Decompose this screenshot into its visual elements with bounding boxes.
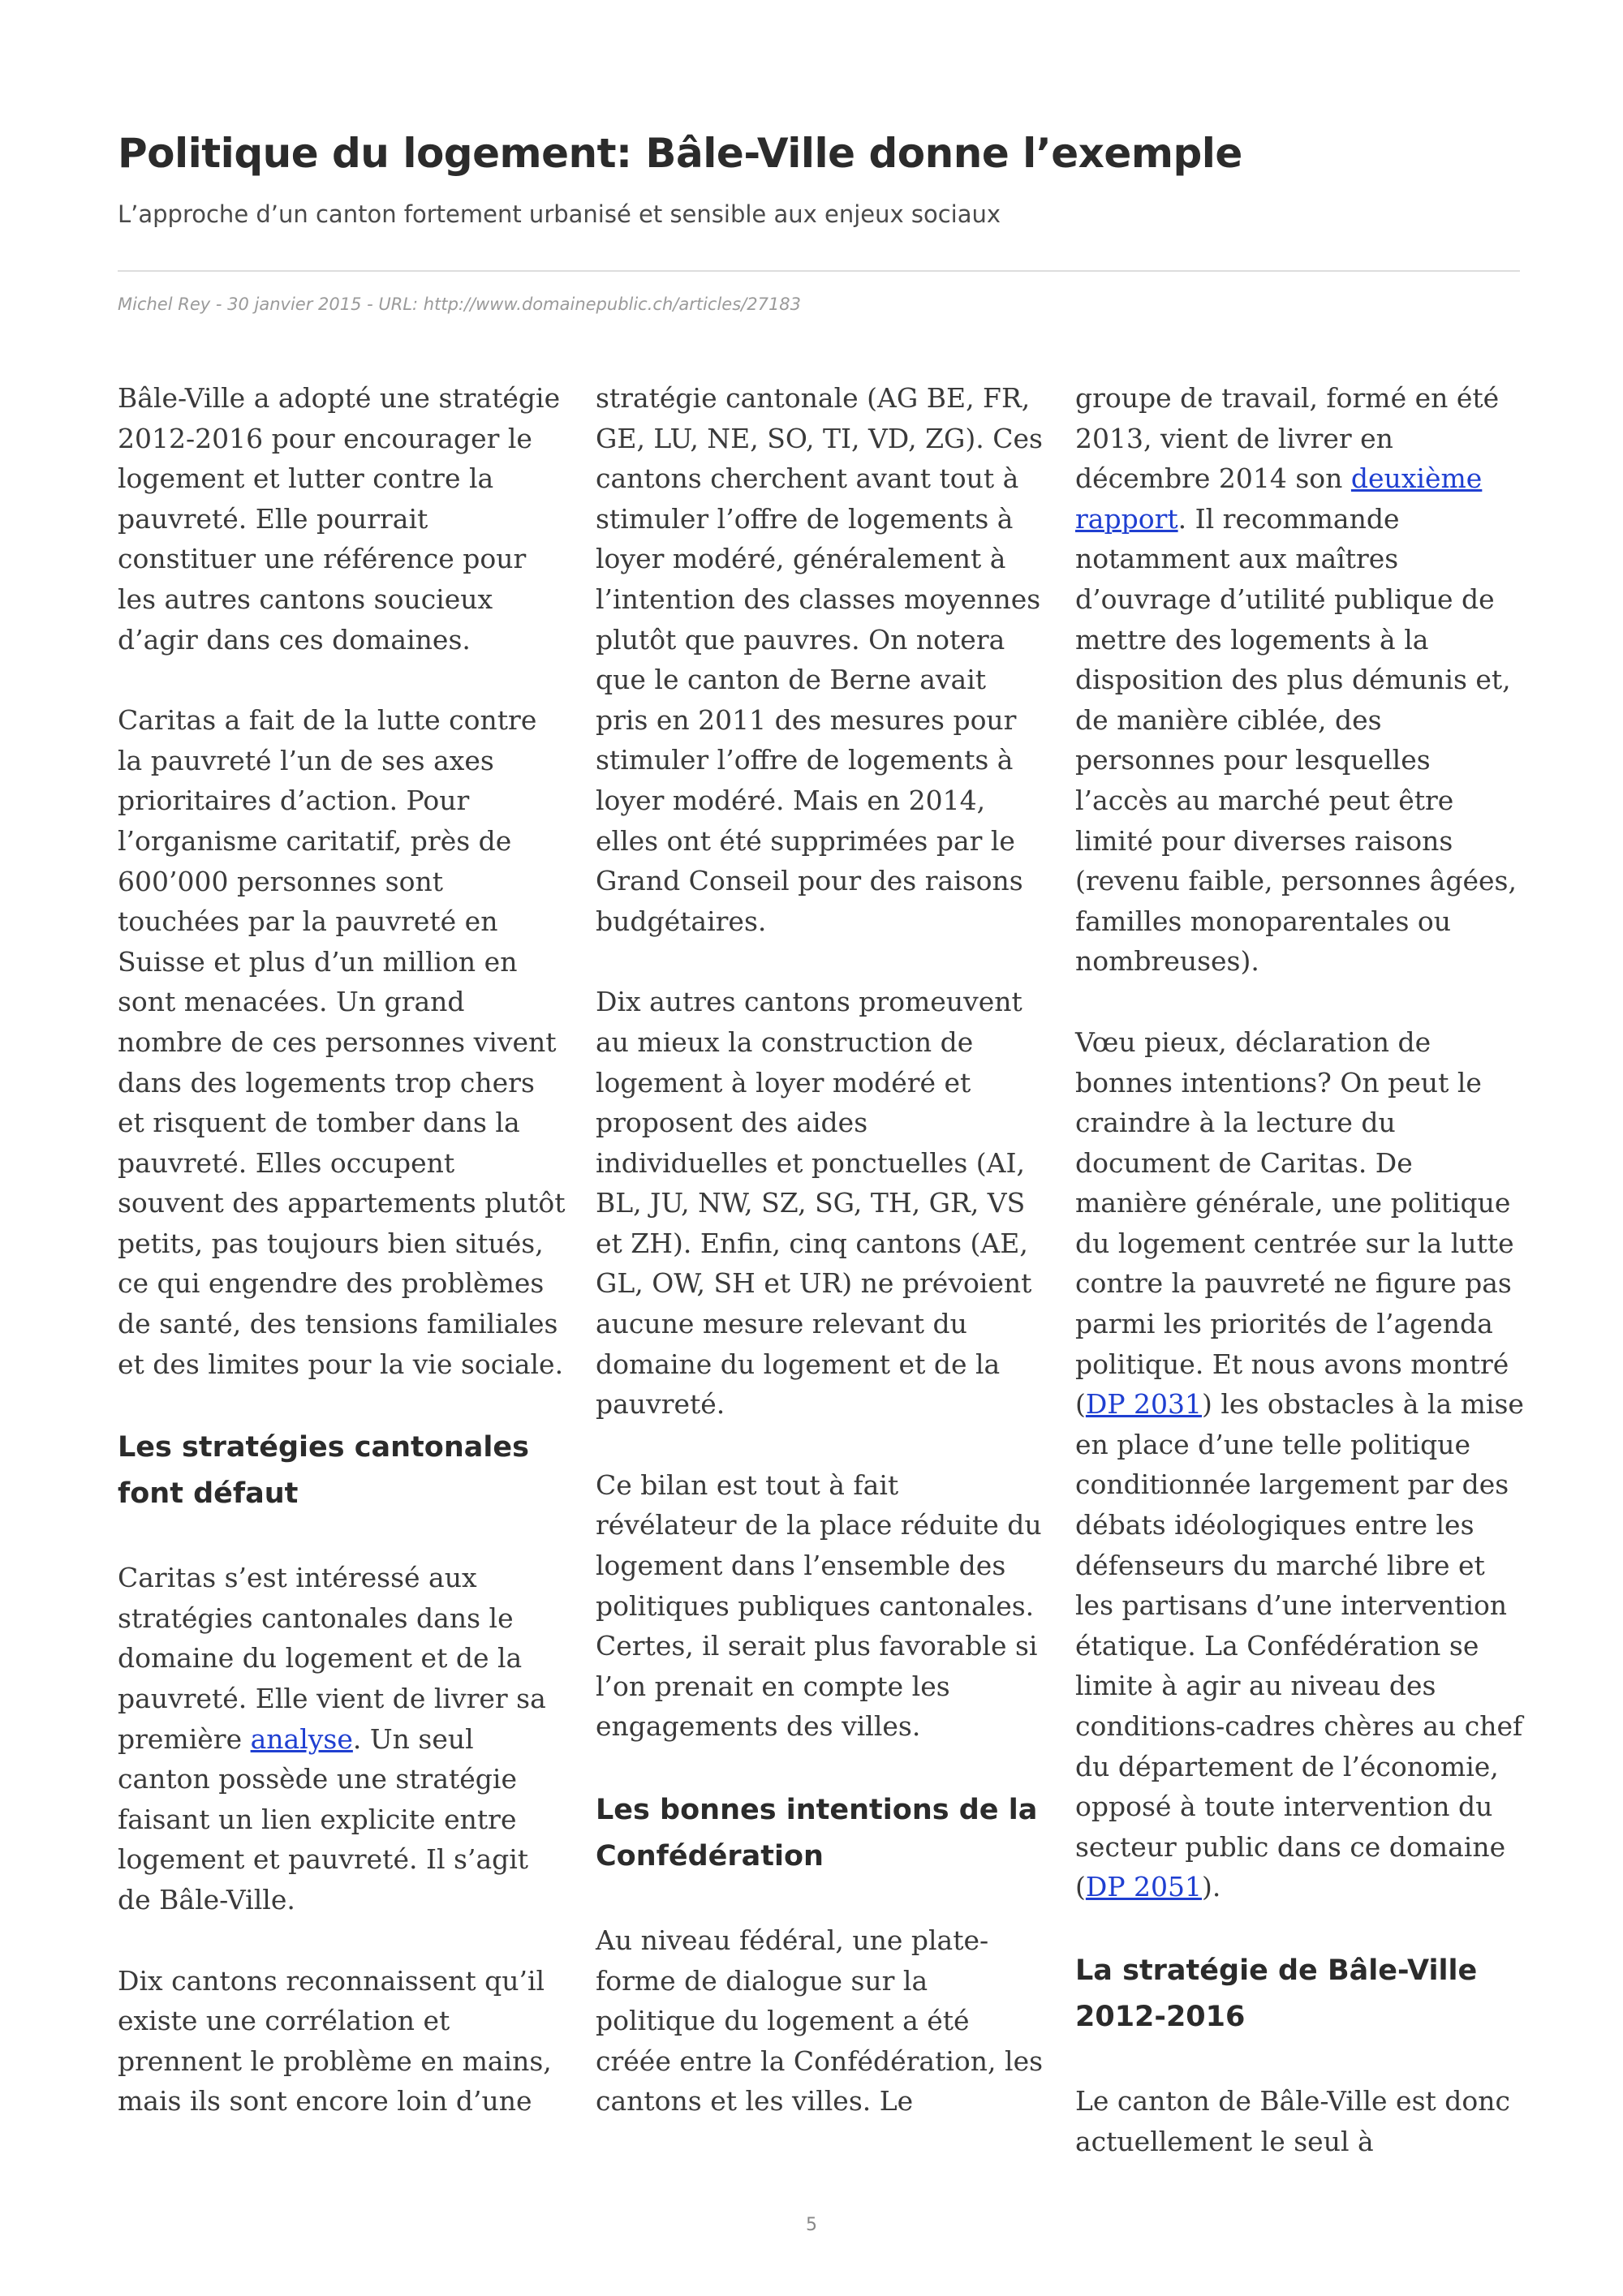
text-segment: . Il recommande notamment aux maîtres d’ouvrage d’utilité publique de mettre des logements à la disposition des plus démunis et, de manière ciblée, des personnes pour lesquelles l’accès au marché peut être limité pour diverses raisons (revenu faible, personnes âgées, familles monoparentales ou nombreuses). [1075,502,1517,978]
text-segment: Caritas s’est intéressé aux stratégies cantonales dans le domaine du logement et de la pauvreté. Elle vient de livrer sa première [118,1562,546,1755]
section-heading: Les stratégies cantonales font défaut [118,1431,529,1511]
paragraph [1075,378,1526,982]
paragraph [118,1558,568,1920]
column-2 [596,378,1046,2162]
dp-2031-link[interactable]: DP 2031 [1085,1388,1203,1421]
article-title: Politique du logement: Bâle-Ville donne l’exemple [118,130,1242,177]
section-heading: La stratégie de Bâle-Ville 2012-2016 [1075,1954,1478,2033]
section-heading: Les bonnes intentions de la Confédération [596,1794,1038,1872]
paragraph [1075,1022,1526,1907]
text-segment: ) les obstacles à la mise en place d’une telle politique conditionnée largement par des débats idéologiques entre les défenseurs du marché libre et les partisans d’une intervention étatique. La Confédération se limite à agir au niveau des conditions-cadres chères au chef du département de l’économie, opposé à toute intervention du secteur public dans ce domaine ( [1075,1388,1524,1903]
paragraph: stratégie cantonale (AG BE, FR, GE, LU, NE, SO, TI, VD, ZG). Ces cantons cherchent avant tout à stimuler l’offre de logements à loyer modéré, généralement à l’intention des classes moyennes plutôt que pauvres. On notera que le canton de Berne avait pris en 2011 des mesures pour stimuler l’offre de logements à loyer modéré. Mais en 2014, elles ont été supprimées par le Grand Conseil pour des raisons budgétaires. [596,382,1043,937]
paragraph: Caritas a fait de la lutte contre la pauvreté l’un de ses axes prioritaires d’action. Pour l’organisme caritatif, près de 600’000 personnes sont touchées par la pauvreté en Suisse et plus d’un million en sont menacées. Un grand nombre de ces personnes vivent dans des logements trop chers et risquent de tomber dans la pauvreté. Elles occupent souvent des appartements plutôt petits, pas toujours bien situés, ce qui engendre des problèmes de santé, des tensions familiales et des limites pour la vie sociale. [118,704,566,1380]
deuxieme-rapport-link[interactable]: deuxième rapport [1075,462,1483,535]
article-subtitle: L’approche d’un canton fortement urbanisé et sensible aux enjeux sociaux [118,200,1001,228]
page-number: 5 [806,2215,817,2235]
column-1 [118,378,568,2162]
paragraph: Dix cantons reconnaissent qu’il existe une corrélation et prennent le problème en mains, mais ils sont encore loin d’une [118,1964,552,2118]
paragraph: Ce bilan est tout à fait révélateur de la place réduite du logement dans l’ensemble des politiques publiques cantonales. Certes, il serait plus favorable si l’on prenait en compte les engagements des villes. [596,1468,1042,1743]
text-segment: groupe de travail, formé en été 2013, vient de livrer en décembre 2014 son [1075,382,1500,495]
article-meta: Michel Rey - 30 janvier 2015 - URL: http://www.domainepublic.ch/articles/27183 [118,295,802,314]
column-3 [1075,378,1526,2202]
dp-2051-link[interactable]: DP 2051 [1085,1871,1203,1903]
paragraph: Le canton de Bâle-Ville est donc actuellement le seul à [1075,2084,1510,2157]
text-segment: Vœu pieux, déclaration de bonnes intentions? On peut le craindre à la lecture du document de Caritas. De manière générale, une politique du logement centrée sur la lutte contre la pauvreté ne figure pas parmi les priorités de l’agenda politique. Et nous avons montré ( [1075,1025,1514,1421]
analyse-link[interactable]: analyse [250,1722,353,1755]
text-segment: ). [1202,1871,1221,1903]
paragraph: Dix autres cantons promeuvent au mieux la construction de logement à loyer modéré et proposent des aides individuelles et ponctuelles (AI, BL, JU, NW, SZ, SG, TH, GR, VS et ZH). Enfin, cinq cantons (AE, GL, OW, SH et UR) ne prévoient aucune mesure relevant du domaine du logement et de la pauvreté. [596,986,1032,1421]
text-segment: . Un seul canton possède une stratégie faisant un lien explicite entre logement et pauvreté. Il s’agit de Bâle-Ville. [118,1722,529,1915]
paragraph: Au niveau fédéral, une plate-forme de dialogue sur la politique du logement a été créée entre la Confédération, les cantons et les villes. Le [596,1924,1044,2118]
paragraph: Bâle-Ville a adopté une stratégie 2012-2016 pour encourager le logement et lutter contre la pauvreté. Elle pourrait constituer une référence pour les autres cantons soucieux d’agir dans ces domaines. [118,382,561,656]
header-divider [118,270,1520,272]
